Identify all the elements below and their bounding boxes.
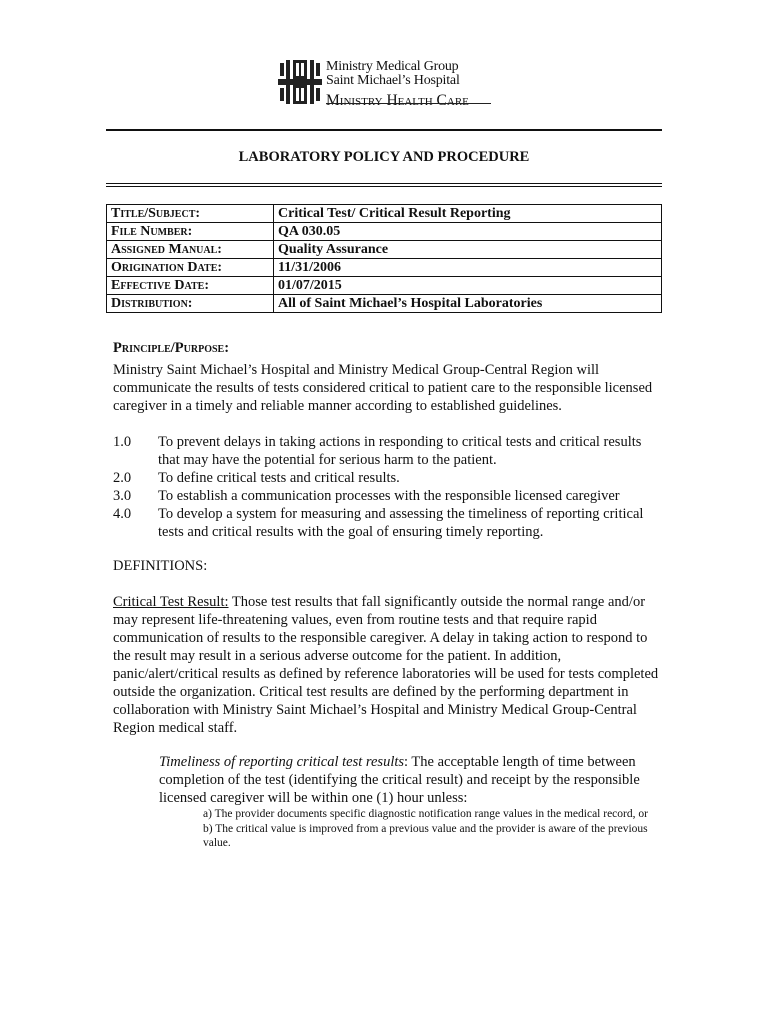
principle-paragraph: Ministry Saint Michael’s Hospital and Ministry Medical Group-Central Region will communicate the results of tests considered critical to patient care to the responsible licensed caregiver in a timely and reliable manner according to established guidelines.: [113, 362, 653, 414]
list-item-text: To define critical tests and critical results.: [158, 470, 400, 486]
timeliness-term: Timeliness of reporting critical test results: [159, 754, 405, 770]
ministry-logo: [276, 58, 491, 108]
list-item: b) The critical value is improved from a previous value and the provider is aware of the previous value.: [203, 822, 648, 849]
objectives-list: [113, 433, 661, 541]
list-item: [113, 469, 661, 487]
table-value: 11/31/2006: [274, 259, 662, 277]
title-rule-top: [106, 183, 662, 184]
table-row: [107, 241, 662, 259]
table-value: All of Saint Michael’s Hospital Laboratories: [274, 295, 662, 313]
definition-term: Critical Test Result:: [113, 594, 229, 610]
list-item: a) The provider documents specific diagnostic notification range values in the medical record, or: [203, 808, 648, 820]
timeliness-paragraph: [159, 753, 659, 807]
org-name-line3: Ministry Health Care: [326, 92, 469, 109]
list-item-text: To establish a communication processes with the responsible licensed caregiver: [158, 488, 620, 504]
table-label: Distribution:: [107, 295, 274, 313]
principle-heading: [113, 339, 661, 357]
document-title: LABORATORY POLICY AND PROCEDURE: [238, 149, 530, 165]
table-label: File Number:: [107, 223, 274, 241]
list-item: [113, 433, 661, 469]
table-row: [107, 205, 662, 223]
critical-test-result-paragraph: [113, 593, 661, 737]
table-row: [107, 259, 662, 277]
definitions-heading: DEFINITIONS:: [113, 558, 208, 574]
table-value: 01/07/2015: [274, 277, 662, 295]
table-row: [107, 277, 662, 295]
table-label: Origination Date:: [107, 259, 274, 277]
list-item-text: To develop a system for measuring and assessing the timeliness of reporting critical tests and critical results with the goal of ensuring timely reporting.: [158, 506, 644, 540]
table-row: [107, 223, 662, 241]
list-item-number: 2.0: [113, 470, 132, 486]
list-item-number: 3.0: [113, 488, 132, 504]
definition-text: Those test results that fall significantly outside the normal range and/or may represent life-threatening values, even from routine tests and that require rapid communication of results to the responsible caregiver. A delay in taking action to respond to the result may result in a serious adverse outcome for the patient. In addition, panic/alert/critical results as defined by reference laboratories will be used for tests completed outside the organization. Critical test results are defined by the performing department in collaboration with Ministry Saint Michael’s Hospital and Ministry Medical Group-Central Region medical staff.: [113, 594, 659, 736]
list-item-text: To prevent delays in taking actions in responding to critical tests and critical results that may have the potential for serious harm to the patient.: [158, 434, 642, 468]
exceptions-list: [203, 807, 653, 851]
header-rule: [106, 129, 662, 131]
timeliness-text: : The acceptable length of time between completion of the test (identifying the critical result) and receipt by the responsible licensed caregiver will be within one (1) hour unless:: [159, 754, 640, 806]
table-value: Critical Test/ Critical Result Reporting: [274, 205, 662, 223]
table-row: [107, 295, 662, 313]
list-item-number: 1.0: [113, 434, 132, 450]
list-item: [113, 505, 661, 541]
list-item: [113, 487, 661, 505]
document-info-table: [106, 204, 662, 313]
org-name-line2: Saint Michael’s Hospital: [326, 73, 460, 88]
list-item-number: 4.0: [113, 506, 132, 522]
table-label: Title/Subject:: [107, 205, 274, 223]
ministry-cross-logo-icon: [278, 60, 322, 104]
table-label: Effective Date:: [107, 277, 274, 295]
principle-heading-text: Principle/Purpose:: [113, 340, 230, 356]
table-value: Quality Assurance: [274, 241, 662, 259]
table-label: Assigned Manual:: [107, 241, 274, 259]
logo-divider: [326, 103, 491, 104]
org-name-line1: Ministry Medical Group: [326, 59, 459, 74]
title-rule-bottom: [106, 186, 662, 187]
table-value: QA 030.05: [274, 223, 662, 241]
